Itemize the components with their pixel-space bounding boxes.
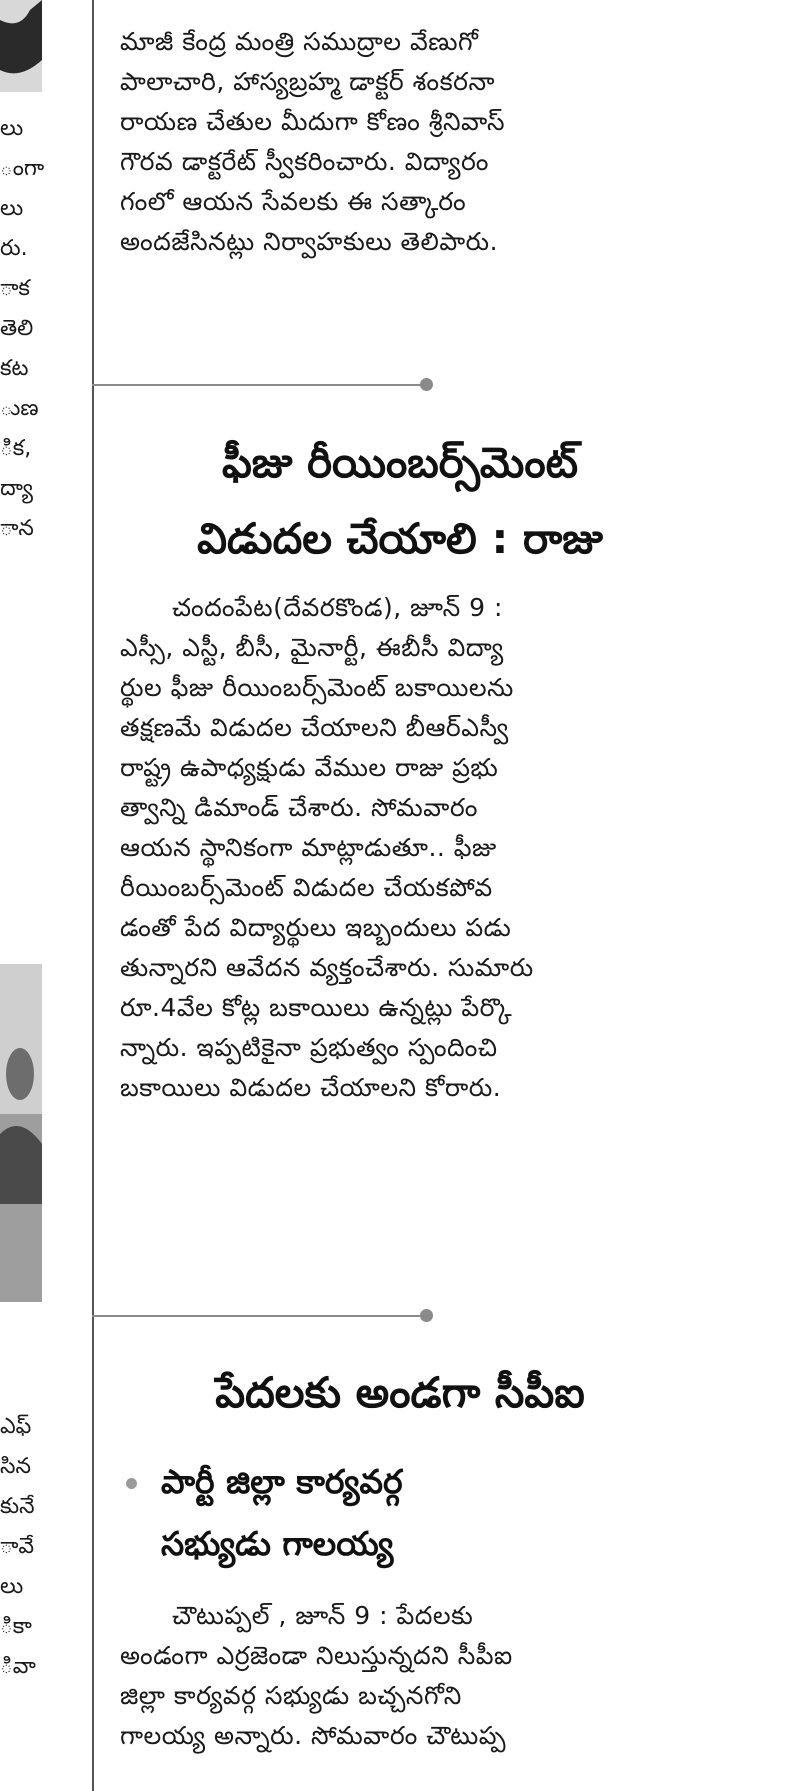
section-divider	[92, 384, 426, 386]
column-rule	[92, 0, 94, 1791]
left-column-text-fragment: ంగా	[0, 156, 45, 181]
body-line: గాలయ్య అన్నారు. సోమవారం చౌటుప్ప	[120, 1721, 507, 1750]
body-line: గంలో ఆయన సేవలకు ఈ సత్కారం	[120, 187, 467, 216]
body-line: అండంగా ఎర్రజెండా నిలుస్తున్నదని సీపీఐ	[120, 1641, 513, 1670]
body-line: డంతో పేద విద్యార్థులు ఇబ్బందులు పడు	[120, 913, 512, 942]
bullet-icon	[126, 1478, 137, 1489]
left-column-text-fragment: ుణ	[0, 396, 39, 421]
left-column-text-fragment: కునే	[0, 1494, 35, 1519]
article-fees-headline-1: ఫీజు రీయింబర్స్‌మెంట్	[221, 438, 579, 487]
left-column-text-fragment: ిక,	[0, 436, 32, 461]
body-line: ర్థుల ఫీజు రీయింబర్స్‌మెంట్ బకాయిలను	[120, 673, 514, 702]
divider-dot	[420, 1309, 433, 1322]
body-line: చౌటుప్పల్ , జూన్ 9 : పేదలకు	[172, 1601, 474, 1630]
left-column-fragment	[0, 0, 92, 1791]
left-column-text-fragment: ాక	[0, 276, 30, 301]
body-line: బకాయిలు విడుదల చేయాలని కోరారు.	[120, 1073, 502, 1102]
body-line: తున్నారని ఆవేదన వ్యక్తంచేశారు. సుమారు	[120, 953, 534, 982]
left-column-text-fragment: లు	[0, 1574, 24, 1599]
body-line: పాలాచారి, హాస్యబ్రహ్మ డాక్టర్ శంకరనా	[120, 67, 495, 96]
section-divider	[92, 1315, 426, 1317]
body-line: రాష్ట్ర ఉపాధ్యక్షుడు వేముల రాజు ప్రభు	[120, 753, 499, 782]
photo-fragment-middle	[0, 964, 42, 1302]
article-cpi-subhead-2	[120, 1516, 680, 1572]
left-column-text-fragment: ద్యా	[0, 476, 33, 501]
body-line: త్వాన్ని డిమాండ్ చేశారు. సోమవారం	[120, 793, 478, 822]
body-line: చందంపేట(దేవరకొండ), జూన్ 9 :	[172, 593, 503, 622]
article-fees-body	[120, 588, 680, 1108]
article-cpi-subhead-1	[120, 1454, 680, 1510]
article-fees-headline-2: విడుదల చేయాలి : రాజు	[197, 514, 603, 563]
left-column-text-fragment: తెలి	[0, 316, 34, 341]
body-line: తక్షణమే విడుదల చేయాలని బీఆర్ఎస్వీ	[120, 713, 509, 742]
left-column-text-fragment: ావే	[0, 1534, 35, 1559]
article-top-body	[120, 22, 680, 262]
body-line: న్నారు. ఇప్పటికైనా ప్రభుత్వం స్పందించి	[120, 1033, 498, 1062]
body-line: ఆయన స్థానికంగా మాట్లాడుతూ.. ఫీజు	[120, 833, 497, 862]
body-line: రీయింబర్స్‌మెంట్ విడుదల చేయకపోవ	[120, 873, 493, 902]
left-column-text-fragment: ఎఫ్	[0, 1414, 32, 1439]
left-column-text-fragment: కట	[0, 356, 29, 381]
body-line: రాయణ చేతుల మీదుగా కోణం శ్రీనివాస్	[120, 107, 506, 136]
divider-dot	[420, 378, 433, 391]
left-column-text-fragment: సిన	[0, 1454, 31, 1479]
left-column-text-fragment: ికా	[0, 1614, 32, 1639]
body-line: రూ.4వేల కోట్ల బకాయిలు ఉన్నట్లు పేర్కొ	[120, 993, 513, 1022]
left-column-text-fragment: ాన	[0, 516, 34, 541]
subhead-text: సభ్యుడు గాలయ్య	[161, 1524, 394, 1563]
body-line: మాజీ కేంద్ర మంత్రి సముద్రాల వేణుగో	[120, 27, 479, 56]
left-column-text-fragment: లు	[0, 196, 24, 221]
article-cpi-body	[120, 1596, 680, 1756]
body-line: అందజేసినట్లు నిర్వాహకులు తెలిపారు.	[120, 227, 499, 256]
left-column-text-fragment: రు.	[0, 236, 28, 261]
article-cpi-headline: పేదలకు అండగా సీపీఐ	[215, 1368, 585, 1417]
photo-fragment-top	[0, 0, 42, 92]
body-line: ఎస్సీ, ఎస్టీ, బీసీ, మైనార్టీ, ఈబీసీ విద్యా	[120, 633, 504, 662]
left-column-text-fragment: ివా	[0, 1654, 36, 1679]
subhead-text: పార్టీ జిల్లా కార్యవర్గ	[161, 1462, 403, 1501]
body-line: జిల్లా కార్యవర్గ సభ్యుడు బచ్చనగోని	[120, 1681, 462, 1710]
body-line: గౌరవ డాక్టరేట్ స్వీకరించారు. విద్యారం	[120, 147, 489, 176]
left-column-text-fragment: లు	[0, 116, 24, 141]
